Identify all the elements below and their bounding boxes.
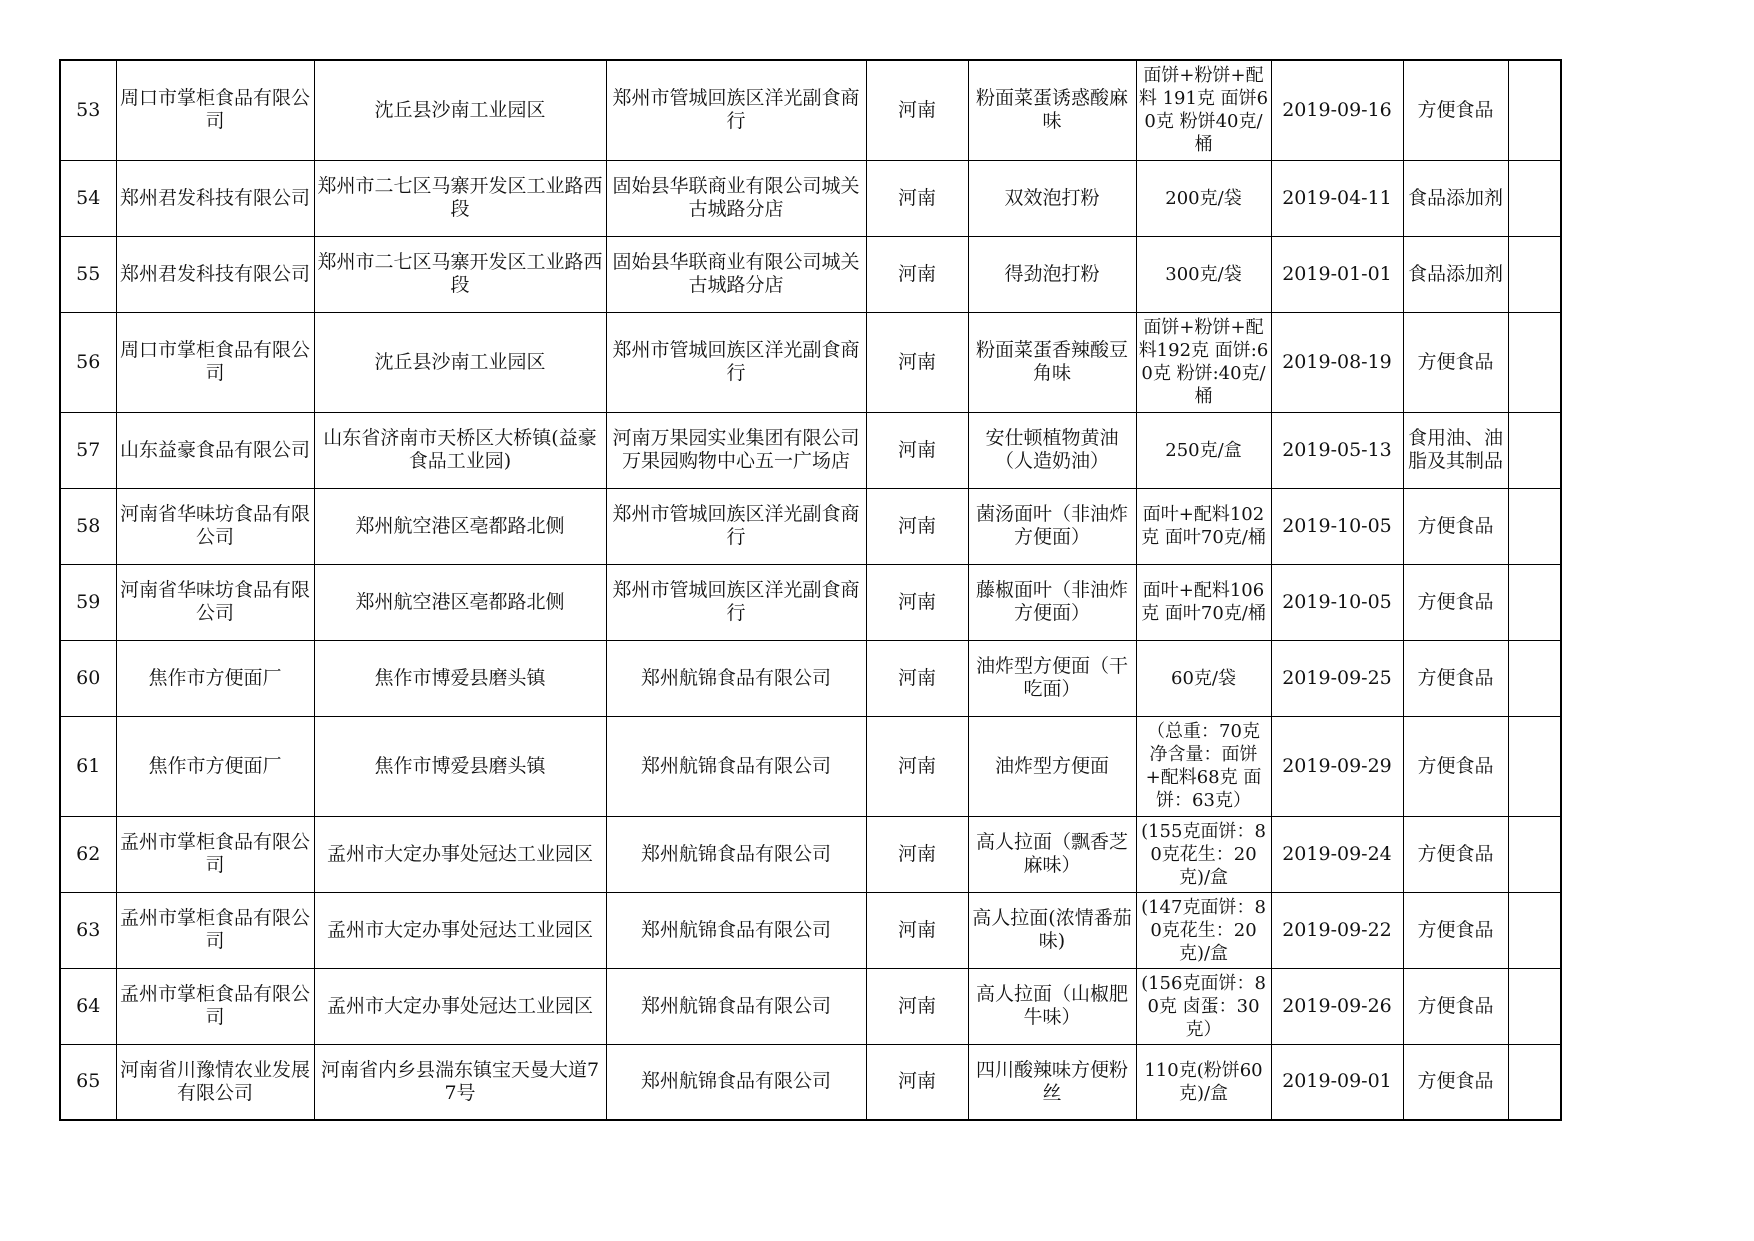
producer-name-cell: 郑州君发科技有限公司 bbox=[116, 236, 314, 312]
table-body bbox=[60, 60, 1561, 1120]
specification-cell: 面饼+粉饼+配料 191克 面饼60克 粉饼40克/桶 bbox=[1136, 60, 1271, 160]
seller-name-cell: 郑州市管城回族区洋光副食商行 bbox=[606, 312, 866, 412]
food-category-cell: 方便食品 bbox=[1403, 968, 1508, 1044]
specification-cell: 110克(粉饼60克)/盒 bbox=[1136, 1044, 1271, 1120]
product-name-cell: 安仕顿植物黄油（人造奶油） bbox=[968, 412, 1136, 488]
production-date-cell: 2019-09-22 bbox=[1271, 892, 1403, 968]
product-name-cell: 菌汤面叶（非油炸方便面） bbox=[968, 488, 1136, 564]
product-name-cell: 粉面菜蛋香辣酸豆角味 bbox=[968, 312, 1136, 412]
producer-address-cell: 焦作市博爱县磨头镇 bbox=[314, 716, 606, 816]
seller-name-cell: 郑州市管城回族区洋光副食商行 bbox=[606, 564, 866, 640]
producer-address-cell: 郑州航空港区亳都路北侧 bbox=[314, 564, 606, 640]
row-number-cell: 64 bbox=[60, 968, 116, 1044]
province-cell: 河南 bbox=[866, 1044, 968, 1120]
specification-cell: 面叶+配料106克 面叶70克/桶 bbox=[1136, 564, 1271, 640]
food-category-cell: 方便食品 bbox=[1403, 60, 1508, 160]
seller-name-cell: 河南万果园实业集团有限公司万果园购物中心五一广场店 bbox=[606, 412, 866, 488]
producer-address-cell: 沈丘县沙南工业园区 bbox=[314, 60, 606, 160]
production-date-cell: 2019-04-11 bbox=[1271, 160, 1403, 236]
product-name-cell: 高人拉面（山椒肥牛味） bbox=[968, 968, 1136, 1044]
province-cell: 河南 bbox=[866, 412, 968, 488]
remark-cell bbox=[1508, 892, 1561, 968]
specification-cell: 200克/袋 bbox=[1136, 160, 1271, 236]
seller-name-cell: 郑州航锦食品有限公司 bbox=[606, 892, 866, 968]
seller-name-cell: 固始县华联商业有限公司城关古城路分店 bbox=[606, 160, 866, 236]
seller-name-cell: 郑州航锦食品有限公司 bbox=[606, 1044, 866, 1120]
food-category-cell: 方便食品 bbox=[1403, 312, 1508, 412]
food-category-cell: 方便食品 bbox=[1403, 1044, 1508, 1120]
producer-name-cell: 河南省华味坊食品有限公司 bbox=[116, 564, 314, 640]
province-cell: 河南 bbox=[866, 60, 968, 160]
table-row bbox=[60, 816, 1561, 892]
producer-name-cell: 焦作市方便面厂 bbox=[116, 640, 314, 716]
remark-cell bbox=[1508, 60, 1561, 160]
producer-address-cell: 郑州市二七区马寨开发区工业路西段 bbox=[314, 236, 606, 312]
food-category-cell: 食品添加剂 bbox=[1403, 160, 1508, 236]
remark-cell bbox=[1508, 312, 1561, 412]
specification-cell: 面叶+配料102克 面叶70克/桶 bbox=[1136, 488, 1271, 564]
producer-name-cell: 孟州市掌柜食品有限公司 bbox=[116, 968, 314, 1044]
remark-cell bbox=[1508, 412, 1561, 488]
table-row bbox=[60, 1044, 1561, 1120]
row-number-cell: 63 bbox=[60, 892, 116, 968]
production-date-cell: 2019-09-24 bbox=[1271, 816, 1403, 892]
seller-name-cell: 郑州航锦食品有限公司 bbox=[606, 968, 866, 1044]
food-category-cell: 食品添加剂 bbox=[1403, 236, 1508, 312]
food-category-cell: 食用油、油脂及其制品 bbox=[1403, 412, 1508, 488]
specification-cell: (155克面饼：80克花生：20克)/盒 bbox=[1136, 816, 1271, 892]
food-category-cell: 方便食品 bbox=[1403, 488, 1508, 564]
remark-cell bbox=[1508, 1044, 1561, 1120]
table-row bbox=[60, 716, 1561, 816]
food-category-cell: 方便食品 bbox=[1403, 716, 1508, 816]
table-row bbox=[60, 412, 1561, 488]
row-number-cell: 65 bbox=[60, 1044, 116, 1120]
food-category-cell: 方便食品 bbox=[1403, 564, 1508, 640]
production-date-cell: 2019-10-05 bbox=[1271, 564, 1403, 640]
producer-name-cell: 河南省川豫情农业发展有限公司 bbox=[116, 1044, 314, 1120]
seller-name-cell: 郑州航锦食品有限公司 bbox=[606, 816, 866, 892]
row-number-cell: 56 bbox=[60, 312, 116, 412]
remark-cell bbox=[1508, 564, 1561, 640]
producer-address-cell: 郑州市二七区马寨开发区工业路西段 bbox=[314, 160, 606, 236]
table-row bbox=[60, 60, 1561, 160]
producer-address-cell: 沈丘县沙南工业园区 bbox=[314, 312, 606, 412]
remark-cell bbox=[1508, 236, 1561, 312]
province-cell: 河南 bbox=[866, 968, 968, 1044]
producer-name-cell: 焦作市方便面厂 bbox=[116, 716, 314, 816]
product-name-cell: 油炸型方便面（干吃面） bbox=[968, 640, 1136, 716]
table-row bbox=[60, 968, 1561, 1044]
table-row bbox=[60, 640, 1561, 716]
sampling-table bbox=[59, 59, 1562, 1121]
province-cell: 河南 bbox=[866, 716, 968, 816]
production-date-cell: 2019-10-05 bbox=[1271, 488, 1403, 564]
specification-cell: (156克面饼：80克 卤蛋：30克） bbox=[1136, 968, 1271, 1044]
production-date-cell: 2019-01-01 bbox=[1271, 236, 1403, 312]
producer-address-cell: 郑州航空港区亳都路北侧 bbox=[314, 488, 606, 564]
table-row bbox=[60, 564, 1561, 640]
row-number-cell: 60 bbox=[60, 640, 116, 716]
producer-name-cell: 郑州君发科技有限公司 bbox=[116, 160, 314, 236]
specification-cell: (147克面饼：80克花生：20克)/盒 bbox=[1136, 892, 1271, 968]
row-number-cell: 57 bbox=[60, 412, 116, 488]
product-name-cell: 得劲泡打粉 bbox=[968, 236, 1136, 312]
table-row bbox=[60, 160, 1561, 236]
remark-cell bbox=[1508, 716, 1561, 816]
remark-cell bbox=[1508, 968, 1561, 1044]
producer-address-cell: 孟州市大定办事处冠达工业园区 bbox=[314, 892, 606, 968]
production-date-cell: 2019-09-16 bbox=[1271, 60, 1403, 160]
production-date-cell: 2019-08-19 bbox=[1271, 312, 1403, 412]
province-cell: 河南 bbox=[866, 640, 968, 716]
province-cell: 河南 bbox=[866, 892, 968, 968]
province-cell: 河南 bbox=[866, 488, 968, 564]
food-category-cell: 方便食品 bbox=[1403, 640, 1508, 716]
row-number-cell: 53 bbox=[60, 60, 116, 160]
row-number-cell: 61 bbox=[60, 716, 116, 816]
producer-address-cell: 山东省济南市天桥区大桥镇(益豪食品工业园) bbox=[314, 412, 606, 488]
specification-cell: （总重：70克 净含量：面饼+配料68克 面饼：63克） bbox=[1136, 716, 1271, 816]
province-cell: 河南 bbox=[866, 816, 968, 892]
product-name-cell: 高人拉面(浓情番茄味) bbox=[968, 892, 1136, 968]
production-date-cell: 2019-09-26 bbox=[1271, 968, 1403, 1044]
table-row bbox=[60, 488, 1561, 564]
remark-cell bbox=[1508, 488, 1561, 564]
product-name-cell: 高人拉面（飘香芝麻味） bbox=[968, 816, 1136, 892]
specification-cell: 60克/袋 bbox=[1136, 640, 1271, 716]
producer-address-cell: 孟州市大定办事处冠达工业园区 bbox=[314, 816, 606, 892]
remark-cell bbox=[1508, 160, 1561, 236]
producer-name-cell: 周口市掌柜食品有限公司 bbox=[116, 60, 314, 160]
specification-cell: 250克/盒 bbox=[1136, 412, 1271, 488]
seller-name-cell: 郑州市管城回族区洋光副食商行 bbox=[606, 60, 866, 160]
producer-name-cell: 孟州市掌柜食品有限公司 bbox=[116, 892, 314, 968]
product-name-cell: 粉面菜蛋诱惑酸麻味 bbox=[968, 60, 1136, 160]
production-date-cell: 2019-09-29 bbox=[1271, 716, 1403, 816]
row-number-cell: 54 bbox=[60, 160, 116, 236]
food-category-cell: 方便食品 bbox=[1403, 816, 1508, 892]
province-cell: 河南 bbox=[866, 312, 968, 412]
production-date-cell: 2019-05-13 bbox=[1271, 412, 1403, 488]
province-cell: 河南 bbox=[866, 160, 968, 236]
producer-name-cell: 周口市掌柜食品有限公司 bbox=[116, 312, 314, 412]
seller-name-cell: 郑州市管城回族区洋光副食商行 bbox=[606, 488, 866, 564]
producer-name-cell: 河南省华味坊食品有限公司 bbox=[116, 488, 314, 564]
remark-cell bbox=[1508, 640, 1561, 716]
table-row bbox=[60, 236, 1561, 312]
producer-name-cell: 孟州市掌柜食品有限公司 bbox=[116, 816, 314, 892]
province-cell: 河南 bbox=[866, 236, 968, 312]
table-row bbox=[60, 312, 1561, 412]
row-number-cell: 55 bbox=[60, 236, 116, 312]
row-number-cell: 58 bbox=[60, 488, 116, 564]
producer-name-cell: 山东益豪食品有限公司 bbox=[116, 412, 314, 488]
row-number-cell: 62 bbox=[60, 816, 116, 892]
product-name-cell: 藤椒面叶（非油炸方便面） bbox=[968, 564, 1136, 640]
province-cell: 河南 bbox=[866, 564, 968, 640]
producer-address-cell: 孟州市大定办事处冠达工业园区 bbox=[314, 968, 606, 1044]
specification-cell: 300克/袋 bbox=[1136, 236, 1271, 312]
production-date-cell: 2019-09-01 bbox=[1271, 1044, 1403, 1120]
seller-name-cell: 郑州航锦食品有限公司 bbox=[606, 716, 866, 816]
row-number-cell: 59 bbox=[60, 564, 116, 640]
seller-name-cell: 固始县华联商业有限公司城关古城路分店 bbox=[606, 236, 866, 312]
producer-address-cell: 河南省内乡县湍东镇宝天曼大道77号 bbox=[314, 1044, 606, 1120]
table-row bbox=[60, 892, 1561, 968]
production-date-cell: 2019-09-25 bbox=[1271, 640, 1403, 716]
remark-cell bbox=[1508, 816, 1561, 892]
specification-cell: 面饼+粉饼+配料192克 面饼:60克 粉饼:40克/桶 bbox=[1136, 312, 1271, 412]
producer-address-cell: 焦作市博爱县磨头镇 bbox=[314, 640, 606, 716]
product-name-cell: 双效泡打粉 bbox=[968, 160, 1136, 236]
product-name-cell: 四川酸辣味方便粉丝 bbox=[968, 1044, 1136, 1120]
food-category-cell: 方便食品 bbox=[1403, 892, 1508, 968]
product-name-cell: 油炸型方便面 bbox=[968, 716, 1136, 816]
seller-name-cell: 郑州航锦食品有限公司 bbox=[606, 640, 866, 716]
